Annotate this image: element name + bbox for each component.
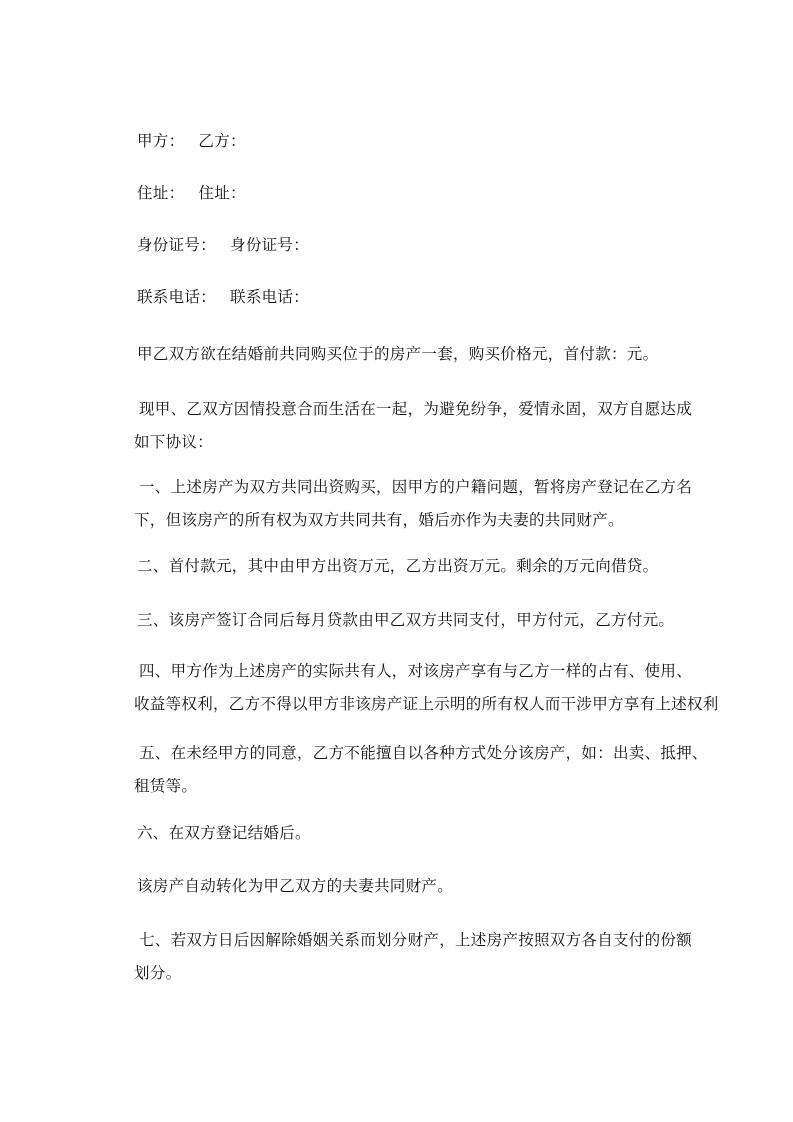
- clause-5: [105, 737, 708, 803]
- party-a-address-label: 住址：: [137, 184, 185, 202]
- party-b-name-label: 乙方：: [198, 132, 246, 150]
- clause-5-line-2: 租赁等。: [134, 777, 198, 795]
- party-name-row: [137, 129, 246, 153]
- party-a-phone-label: 联系电话：: [137, 288, 217, 306]
- preamble-line-2: 如下协议：: [134, 433, 214, 451]
- clause-7-line-1: 七、若双方日后因解除婚姻关系而划分财产，上述房产按照双方各自支付的份额: [139, 931, 693, 949]
- clause-5-line-1: 五、在未经甲方的同意，乙方不能擅自以各种方式处分该房产，如：出卖、抵押、: [139, 744, 708, 762]
- party-phone-row: [137, 285, 309, 309]
- clause-6-continuation: 该房产自动转化为甲乙双方的夫妻共同财产。: [137, 877, 454, 895]
- party-b-phone-label: 联系电话：: [230, 288, 310, 306]
- clause-1: [105, 471, 705, 537]
- preamble-line-1: 现甲、乙双方因情投意合而生活在一起，为避免纷争，爱情永固，双方自愿达成: [139, 400, 693, 418]
- clause-6: 六、在双方登记结婚后。: [137, 824, 311, 842]
- clause-1-line-2: 下，但该房产的所有权为双方共同共有，婚后亦作为夫妻的共同财产。: [134, 511, 624, 529]
- party-a-id-label: 身份证号：: [137, 236, 217, 254]
- clause-3: 三、该房产签订合同后每月贷款由甲乙双方共同支付，甲方付元，乙方付元。: [137, 611, 675, 629]
- party-a-name-label: 甲方：: [137, 132, 185, 150]
- clause-7: [105, 924, 705, 990]
- clause-4-line-1: 四、甲方作为上述房产的实际共有人，对该房产享有与乙方一样的占有、使用、: [139, 662, 693, 680]
- party-b-id-label: 身份证号：: [230, 236, 310, 254]
- clause-2: 二、首付款元，其中由甲方出资万元，乙方出资万元。剩余的万元向借贷。: [137, 557, 659, 575]
- intro-paragraph: 甲乙双方欲在结婚前共同购买位于的房产一套，购买价格元，首付款：元。: [137, 345, 659, 363]
- clause-7-line-2: 划分。: [134, 964, 182, 982]
- party-id-row: [137, 233, 309, 257]
- party-address-row: [137, 181, 246, 205]
- clause-1-line-1: 一、上述房产为双方共同出资购买，因甲方的户籍问题，暂将房产登记在乙方名: [139, 478, 693, 496]
- party-b-address-label: 住址：: [198, 184, 246, 202]
- preamble-paragraph: [105, 393, 705, 459]
- clause-4-line-2: 收益等权利，乙方不得以甲方非该房产证上示明的所有权人而干涉甲方享有上述权利: [134, 695, 719, 713]
- clause-4: [105, 655, 719, 721]
